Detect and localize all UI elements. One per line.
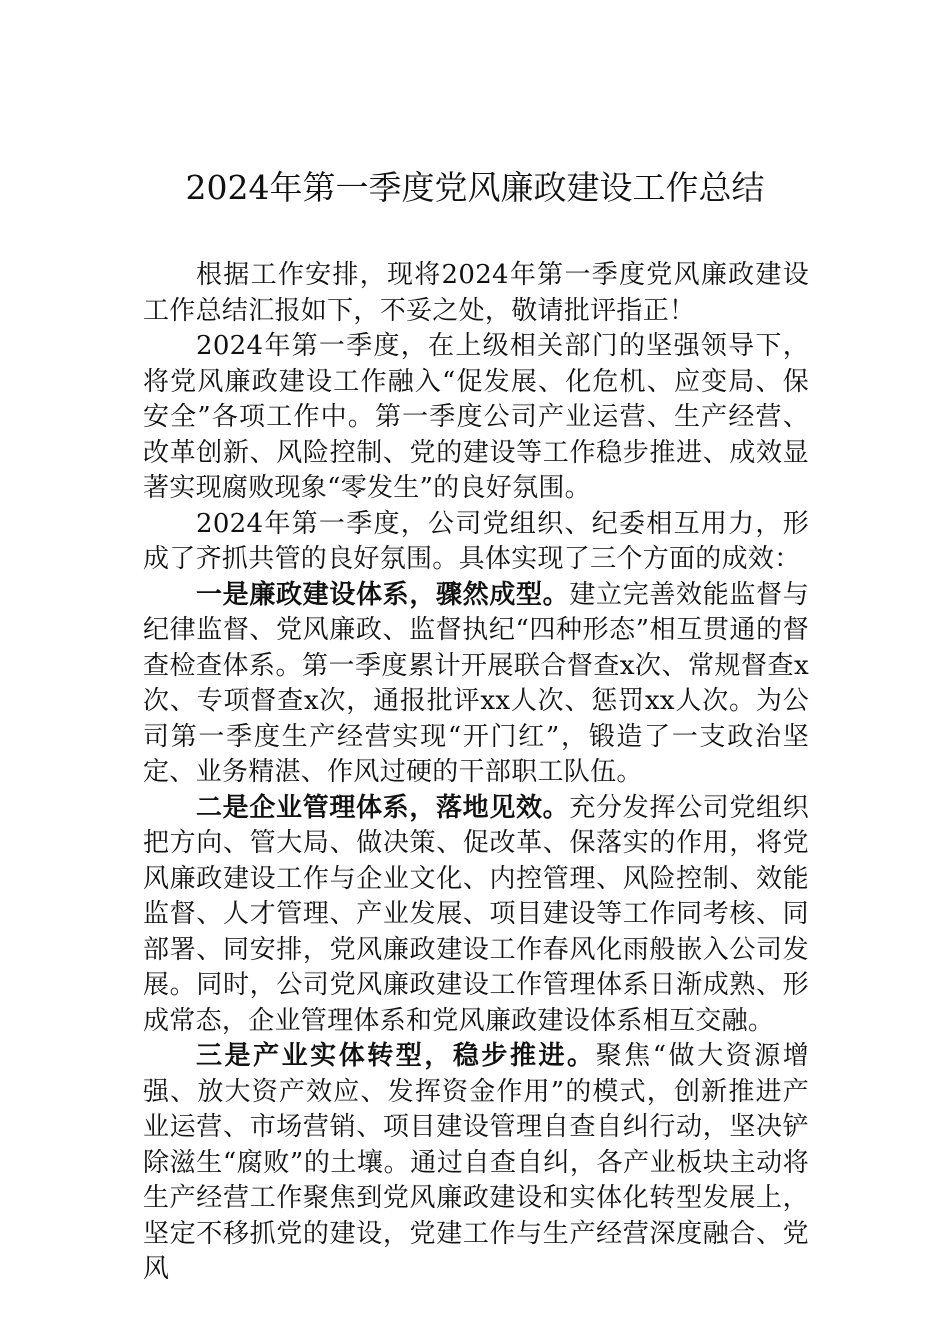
paragraph-intro — [143, 258, 809, 329]
paragraph-overview — [143, 329, 809, 507]
paragraph-lead: 一是廉政建设体系，骤然成型。 — [196, 579, 570, 610]
paragraph-text: 充分发挥公司党组织把方向、管大局、做决策、促改革、保落实的作用，将党风廉政建设工作与企业文化、内控管理、风险控制、效能监督、人才管理、产业发展、项目建设等工作同考核、同部署、同安排，党风廉政建设工作春风化雨般嵌入公司发展。同时，公司党风廉政建设工作管理体系日渐成熟、形成常态，企业管理体系和党风廉政建设体系相互交融。 — [143, 792, 810, 1036]
paragraph-text: 根据工作安排，现将2024年第一季度党风廉政建设工作总结汇报如下，不妥之处，敬请批评指正！ — [143, 260, 809, 326]
paragraph-lead: 三是产业实体转型，稳步推进。 — [196, 1041, 596, 1071]
paragraph-point-one — [143, 578, 809, 791]
paragraph-text: 建立完善效能监督与纪律监督、党风廉政、监督执纪“四种形态”相互贯通的督查检查体系。第一季度累计开展联合督查x次、常规督查x次、专项督查x次，通报批评xx人次、惩罚xx人次。为公司第一季度生产经营实现“开门红”，锻造了一支政治坚定、业务精湛、作风过硬的干部职工队伍。 — [143, 579, 810, 787]
paragraph-lead: 二是企业管理体系，落地见效。 — [196, 792, 570, 823]
paragraph-point-two — [143, 791, 809, 1040]
document-title: 2024年第一季度党风廉政建设工作总结 — [185, 168, 765, 207]
document-body — [143, 258, 809, 1288]
paragraph-text: 2024年第一季度，在上级相关部门的坚强领导下，将党风廉政建设工作融入“促发展、化危机、应变局、保安全”各项工作中。第一季度公司产业运营、生产经营、改革创新、风险控制、党的建设等工作稳步推进、成效显著实现腐败现象“零发生”的良好氛围。 — [143, 331, 809, 503]
paragraph-achievements — [143, 507, 809, 578]
paragraph-point-three — [143, 1039, 809, 1288]
paragraph-text: 聚焦“做大资源增强、放大资产效应、发挥资金作用”的模式，创新推进产业运营、市场营销、项目建设管理自查自纠行动，坚决铲除滋生“腐败”的土壤。通过自查自纠，各产业板块主动将生产经营工作聚焦到党风廉政建设和实体化转型发展上，坚定不移抓党的建设，党建工作与生产经营深度融合、党风 — [143, 1041, 809, 1284]
paragraph-text: 2024年第一季度，公司党组织、纪委相互用力，形成了齐抓共管的良好氛围。具体实现了三个方面的成效： — [143, 508, 809, 574]
